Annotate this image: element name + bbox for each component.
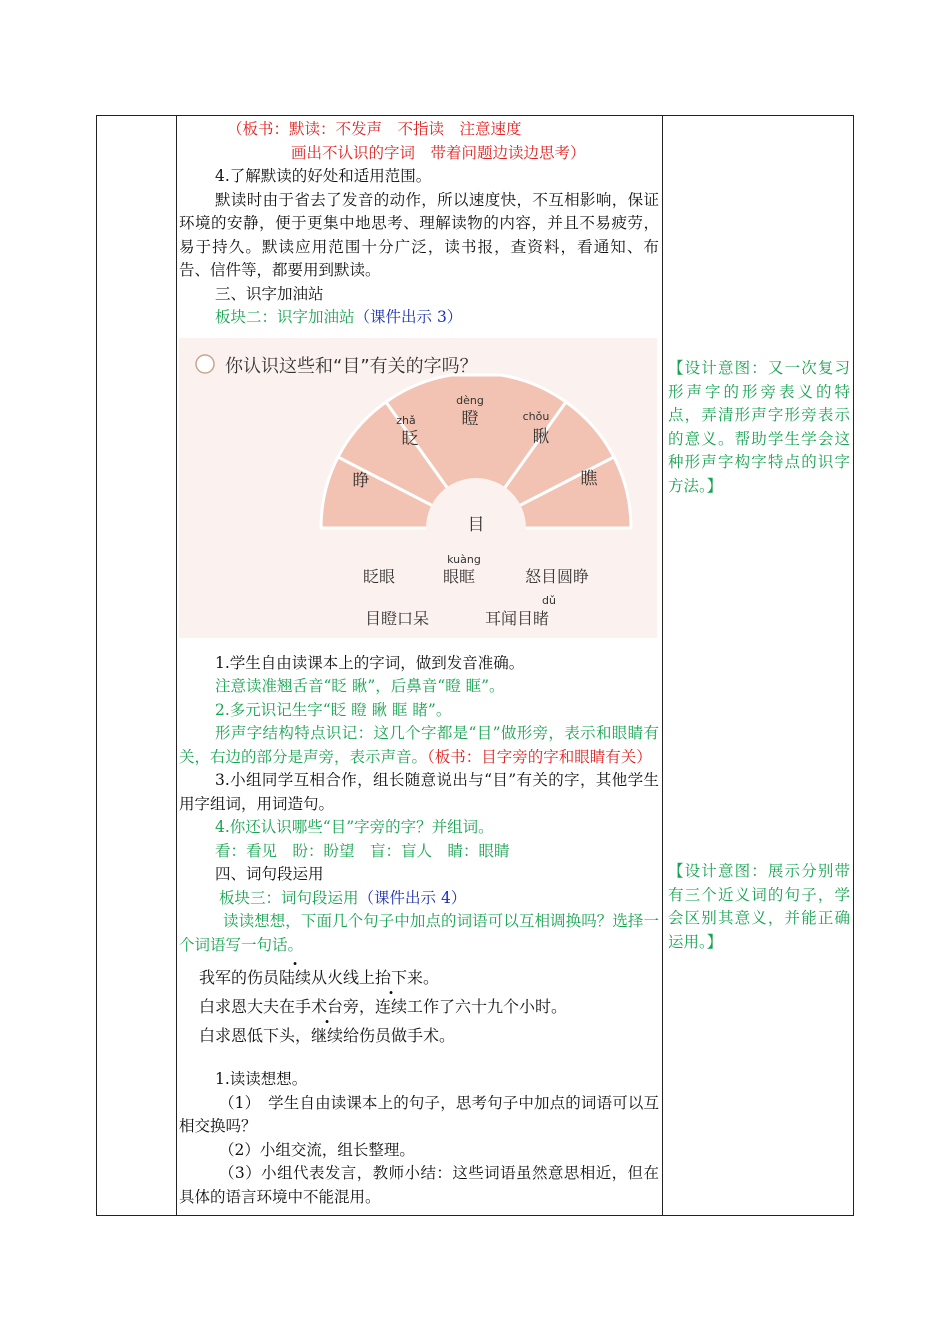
board-note-1: （板书：默读：不发声 不指读 注意速度 bbox=[227, 120, 522, 138]
line-4: 4.了解默读的好处和适用范围。 bbox=[215, 167, 432, 185]
fan-pinyin-4: chǒu bbox=[522, 409, 550, 423]
paragraph-silent-reading: 默读时由于省去了发音的动作，所以速度快，不互相影响，保证环境的安静，便于更集中地思考、理解读物的内容，并且不易疲劳，易于持久。默读应用范围十分广泛，读书报，查资料，看通知、布告、信件等，都要用到默读。 bbox=[179, 190, 659, 279]
structure-note: 形声字结构特点识记：这几个字都是“目”做形旁，表示和眼睛有关，右边的部分是声旁，表示声音。（板书：目字旁的字和眼睛有关） bbox=[179, 724, 659, 766]
activity-1-2: （2）小组交流，组长整理。 bbox=[219, 1140, 415, 1159]
block-2-heading: 板块二：识字加油站（课件出示 3） bbox=[215, 308, 463, 326]
lesson-table bbox=[96, 115, 854, 1216]
design-intent-1: 【设计意图：又一次复习形声字的形旁表义的特点，弄清形声字形旁表示的意义。帮助学生学会这种形声字构字特点的识字方法。】 bbox=[668, 359, 850, 495]
sentence-1: 我军的伤员陆续从火线上抬下来。 bbox=[199, 968, 440, 987]
word-pinyin-2: kuàng bbox=[447, 552, 481, 566]
fan-center-char: 目 bbox=[467, 514, 485, 535]
step-4-examples: 看：看见 盼：盼望 盲：盲人 睛：眼睛 bbox=[215, 841, 510, 860]
design-intent-2: 【设计意图：展示分别带有三个近义词的句子，学会区别其意义，并能正确运用。】 bbox=[668, 862, 850, 951]
lesson-content bbox=[179, 118, 659, 1209]
fan-char-2: 眨 bbox=[401, 428, 419, 449]
figure-title: 你认识这些和“目”有关的字吗？ bbox=[225, 355, 478, 377]
board-note-2: 画出不认识的字词 带着问题边读边思考） bbox=[291, 143, 586, 162]
sentence-2: 白求恩大夫在手术台旁，连续工作了六十九个小时。 bbox=[199, 997, 568, 1016]
pronunciation-note: 注意读准翘舌音“眨 瞅”，后鼻音“瞪 眶”。 bbox=[215, 677, 505, 695]
figure-icon bbox=[196, 355, 214, 373]
activity-1: 1.读读想想。 bbox=[215, 1070, 308, 1088]
section-4-heading: 四、词句段运用 bbox=[215, 865, 324, 883]
word-2: 眼眶 bbox=[442, 566, 476, 586]
table-divider-left bbox=[176, 116, 177, 1215]
fan-char-3: 瞪 bbox=[461, 408, 479, 429]
step-3: 3.小组同学互相合作，组长随意说出与“目”有关的字，其他学生用字组词，用词造句。 bbox=[179, 771, 659, 813]
fan-pinyin-3: dèng bbox=[456, 393, 484, 407]
activity-1-3: （3）小组代表发言，教师小结：这些词语虽然意思相近，但在具体的语言环境中不能混用。 bbox=[179, 1164, 659, 1206]
fan-pinyin-2: zhǎ bbox=[396, 413, 416, 427]
activity-1-1: （1） 学生自由读课本上的句子，思考句子中加点的词语可以互相交换吗？ bbox=[179, 1093, 659, 1135]
fan-diagram bbox=[179, 338, 657, 638]
example-sentences bbox=[179, 965, 659, 1048]
word-pinyin-5: dǔ bbox=[542, 593, 556, 607]
fan-char-5: 瞧 bbox=[580, 468, 598, 489]
step-1: 1.学生自由读课本上的字词，做到发音准确。 bbox=[215, 653, 525, 672]
word-4: 目瞪口呆 bbox=[364, 608, 430, 628]
block-3-heading: 板块三：词句段运用（课件出示 4） bbox=[219, 888, 467, 907]
step-2: 2.多元识记生字“眨 瞪 瞅 眶 睹”。 bbox=[215, 700, 452, 719]
fan-char-1: 睁 bbox=[352, 470, 370, 491]
sentence-3: 白求恩低下头，继续给伤员做手术。 bbox=[199, 1026, 456, 1045]
fan-char-4: 瞅 bbox=[532, 426, 550, 447]
word-3: 怒目圆睁 bbox=[524, 566, 590, 586]
section-3-heading: 三、识字加油站 bbox=[215, 284, 324, 303]
step-4: 4.你还认识哪些“目”字旁的字？并组词。 bbox=[215, 818, 494, 836]
exercise-prompt: 读读想想，下面几个句子中加点的词语可以互相调换吗？选择一个词语写一句话。 bbox=[179, 912, 659, 954]
courseware-figure bbox=[179, 338, 657, 638]
word-1: 眨眼 bbox=[362, 566, 396, 586]
table-divider-right bbox=[662, 116, 663, 1215]
word-5: 耳闻目睹 bbox=[484, 608, 550, 628]
